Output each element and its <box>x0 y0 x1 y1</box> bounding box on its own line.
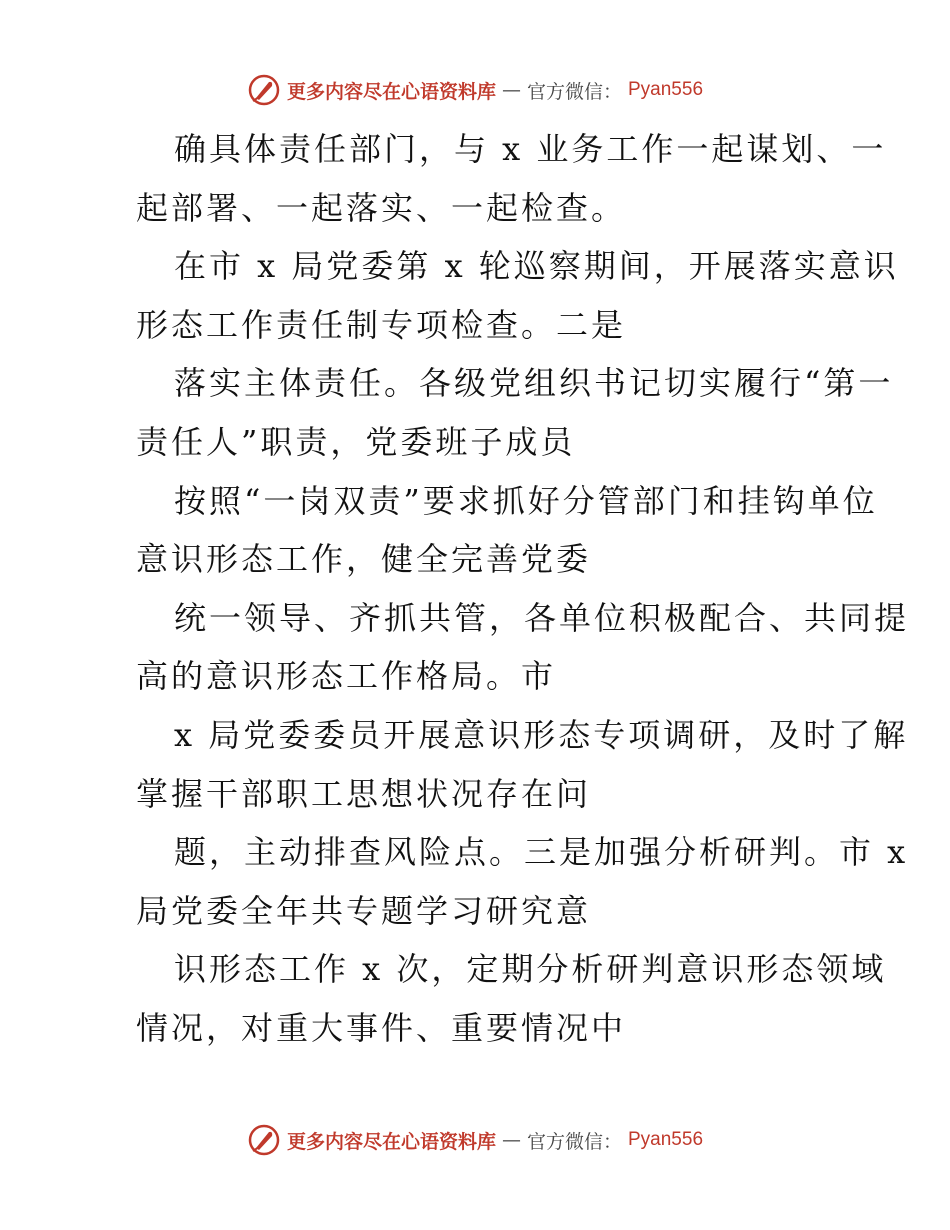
text-line: 在市 x 局党委第 x 轮巡察期间，开展落实意识 <box>174 247 899 286</box>
watermark-dash: — <box>501 1129 521 1151</box>
watermark-wechat-id: Pyan556 <box>628 1129 704 1150</box>
quill-logo-icon <box>247 1123 281 1157</box>
quill-logo-icon <box>247 73 281 107</box>
text-line: x 局党委委员开展意识形态专项调研，及时了解 <box>174 715 909 754</box>
header-watermark <box>0 70 950 110</box>
paragraph <box>98 823 909 940</box>
paragraph <box>98 706 909 823</box>
paragraph <box>98 589 910 706</box>
text-line: 掌握干部职工思想状况存在问 <box>136 774 592 813</box>
text-line: 统一领导、齐抓共管，各单位积极配合、共同提 <box>174 598 910 637</box>
text-line: 责任人”职责，党委班子成员 <box>136 422 576 461</box>
text-line: 落实主体责任。各级党组织书记切实履行“第一 <box>174 364 894 403</box>
text-line: 高的意识形态工作格局。市 <box>136 657 557 696</box>
text-line: 确具体责任部门，与 x 业务工作一起谋划、一 <box>174 130 887 168</box>
watermark-wechat-label: 官方微信： <box>526 1130 622 1153</box>
watermark-wechat-label: 官方微信： <box>526 80 622 103</box>
text-line: 识形态工作 x 次，定期分析研判意识形态领域 <box>174 950 887 989</box>
text-line: 局党委全年共专题学习研究意 <box>136 891 592 930</box>
text-line: 题，主动排查风险点。三是加强分析研判。市 x <box>174 833 909 872</box>
watermark-wechat-id: Pyan556 <box>628 79 704 100</box>
text-line: 意识形态工作，健全完善党委 <box>136 540 592 579</box>
paragraph <box>98 237 899 354</box>
text-line: 起部署、一起落实、一起检查。 <box>136 188 627 227</box>
paragraph <box>98 472 878 589</box>
text-line: 按照“一岗双责”要求抓好分管部门和挂钩单位 <box>174 481 878 520</box>
watermark-brand: 更多内容尽在心语资料库 <box>286 1130 496 1153</box>
watermark-brand: 更多内容尽在心语资料库 <box>286 80 496 103</box>
footer-watermark <box>0 1120 950 1160</box>
paragraph <box>98 120 887 237</box>
document-body <box>98 120 910 1058</box>
text-line: 形态工作责任制专项检查。二是 <box>136 305 627 344</box>
watermark-dash: — <box>501 79 521 101</box>
paragraph <box>98 354 894 471</box>
paragraph <box>98 940 887 1057</box>
text-line: 情况，对重大事件、重要情况中 <box>136 1008 627 1047</box>
